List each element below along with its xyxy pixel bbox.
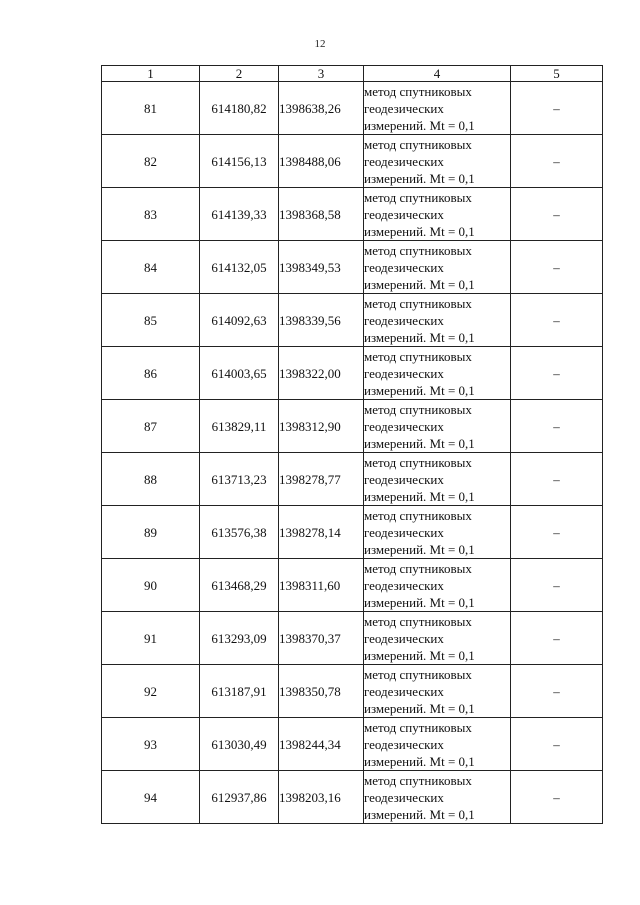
method-line: геодезических bbox=[364, 683, 444, 699]
method-line: метод спутниковых bbox=[364, 454, 472, 470]
table-row bbox=[102, 241, 603, 294]
note-dash: – bbox=[511, 82, 603, 135]
coordinate-y: 1398244,34 bbox=[279, 718, 364, 771]
point-number: 89 bbox=[102, 506, 200, 559]
coordinate-x: 614180,82 bbox=[200, 82, 279, 135]
method-line: метод спутниковых bbox=[364, 613, 472, 629]
method-line: метод спутниковых bbox=[364, 666, 472, 682]
note-dash: – bbox=[511, 400, 603, 453]
method-line: геодезических bbox=[364, 418, 444, 434]
method-line: метод спутниковых bbox=[364, 295, 472, 311]
method-line: геодезических bbox=[364, 577, 444, 593]
note-dash: – bbox=[511, 506, 603, 559]
method-line: измерений. Mt = 0,1 bbox=[364, 753, 475, 769]
method-line: метод спутниковых bbox=[364, 401, 472, 417]
table-row bbox=[102, 771, 603, 824]
coordinate-x: 614139,33 bbox=[200, 188, 279, 241]
coordinate-x: 613829,11 bbox=[200, 400, 279, 453]
coordinate-y: 1398370,37 bbox=[279, 612, 364, 665]
method-line: метод спутниковых bbox=[364, 772, 472, 788]
table-row bbox=[102, 188, 603, 241]
coordinate-x: 612937,86 bbox=[200, 771, 279, 824]
point-number: 93 bbox=[102, 718, 200, 771]
method-line: геодезических bbox=[364, 736, 444, 752]
method-line: измерений. Mt = 0,1 bbox=[364, 329, 475, 345]
coordinate-x: 613030,49 bbox=[200, 718, 279, 771]
table-body bbox=[102, 82, 603, 824]
coordinate-x: 613187,91 bbox=[200, 665, 279, 718]
table-row bbox=[102, 400, 603, 453]
method-line: измерений. Mt = 0,1 bbox=[364, 541, 475, 557]
header-col-1: 1 bbox=[102, 66, 200, 82]
coordinate-y: 1398311,60 bbox=[279, 559, 364, 612]
method-description bbox=[364, 665, 511, 718]
point-number: 86 bbox=[102, 347, 200, 400]
method-description bbox=[364, 612, 511, 665]
table-row bbox=[102, 82, 603, 135]
method-line: геодезических bbox=[364, 206, 444, 222]
method-line: метод спутниковых bbox=[364, 348, 472, 364]
coordinate-y: 1398278,14 bbox=[279, 506, 364, 559]
coordinate-x: 614132,05 bbox=[200, 241, 279, 294]
method-line: метод спутниковых bbox=[364, 189, 472, 205]
coordinate-y: 1398488,06 bbox=[279, 135, 364, 188]
header-row bbox=[102, 66, 603, 82]
method-line: метод спутниковых bbox=[364, 242, 472, 258]
method-line: геодезических bbox=[364, 524, 444, 540]
note-dash: – bbox=[511, 771, 603, 824]
coordinates-table bbox=[101, 65, 603, 824]
point-number: 84 bbox=[102, 241, 200, 294]
method-line: геодезических bbox=[364, 100, 444, 116]
method-line: измерений. Mt = 0,1 bbox=[364, 647, 475, 663]
note-dash: – bbox=[511, 241, 603, 294]
method-line: метод спутниковых bbox=[364, 507, 472, 523]
method-description bbox=[364, 506, 511, 559]
coordinate-y: 1398278,77 bbox=[279, 453, 364, 506]
method-line: метод спутниковых bbox=[364, 136, 472, 152]
table-row bbox=[102, 294, 603, 347]
page-number: 12 bbox=[314, 38, 326, 50]
method-line: геодезических bbox=[364, 312, 444, 328]
note-dash: – bbox=[511, 135, 603, 188]
coordinate-y: 1398350,78 bbox=[279, 665, 364, 718]
header-col-3: 3 bbox=[279, 66, 364, 82]
coordinate-x: 614092,63 bbox=[200, 294, 279, 347]
method-line: измерений. Mt = 0,1 bbox=[364, 170, 475, 186]
point-number: 83 bbox=[102, 188, 200, 241]
coordinate-y: 1398312,90 bbox=[279, 400, 364, 453]
coordinate-x: 613576,38 bbox=[200, 506, 279, 559]
method-line: измерений. Mt = 0,1 bbox=[364, 276, 475, 292]
table-row bbox=[102, 453, 603, 506]
method-description bbox=[364, 453, 511, 506]
method-line: измерений. Mt = 0,1 bbox=[364, 382, 475, 398]
table-row bbox=[102, 506, 603, 559]
method-line: измерений. Mt = 0,1 bbox=[364, 806, 475, 822]
method-line: измерений. Mt = 0,1 bbox=[364, 223, 475, 239]
method-line: метод спутниковых bbox=[364, 560, 472, 576]
method-line: метод спутниковых bbox=[364, 719, 472, 735]
method-description bbox=[364, 241, 511, 294]
point-number: 87 bbox=[102, 400, 200, 453]
method-description bbox=[364, 559, 511, 612]
note-dash: – bbox=[511, 453, 603, 506]
method-line: измерений. Mt = 0,1 bbox=[364, 435, 475, 451]
method-description bbox=[364, 294, 511, 347]
header-col-4: 4 bbox=[364, 66, 511, 82]
coordinate-y: 1398349,53 bbox=[279, 241, 364, 294]
point-number: 91 bbox=[102, 612, 200, 665]
method-description bbox=[364, 135, 511, 188]
table-row bbox=[102, 347, 603, 400]
coordinate-x: 613713,23 bbox=[200, 453, 279, 506]
method-line: измерений. Mt = 0,1 bbox=[364, 594, 475, 610]
coordinate-y: 1398203,16 bbox=[279, 771, 364, 824]
point-number: 94 bbox=[102, 771, 200, 824]
note-dash: – bbox=[511, 188, 603, 241]
method-line: геодезических bbox=[364, 789, 444, 805]
method-line: геодезических bbox=[364, 471, 444, 487]
point-number: 81 bbox=[102, 82, 200, 135]
method-line: измерений. Mt = 0,1 bbox=[364, 117, 475, 133]
coordinate-y: 1398638,26 bbox=[279, 82, 364, 135]
method-description bbox=[364, 82, 511, 135]
method-line: геодезических bbox=[364, 365, 444, 381]
method-description bbox=[364, 771, 511, 824]
point-number: 88 bbox=[102, 453, 200, 506]
note-dash: – bbox=[511, 612, 603, 665]
coordinate-x: 613468,29 bbox=[200, 559, 279, 612]
coordinate-x: 613293,09 bbox=[200, 612, 279, 665]
note-dash: – bbox=[511, 718, 603, 771]
method-line: измерений. Mt = 0,1 bbox=[364, 700, 475, 716]
table-row bbox=[102, 559, 603, 612]
table-row bbox=[102, 665, 603, 718]
coordinate-y: 1398322,00 bbox=[279, 347, 364, 400]
coordinate-y: 1398368,58 bbox=[279, 188, 364, 241]
table-row bbox=[102, 135, 603, 188]
point-number: 82 bbox=[102, 135, 200, 188]
note-dash: – bbox=[511, 347, 603, 400]
point-number: 85 bbox=[102, 294, 200, 347]
header-col-2: 2 bbox=[200, 66, 279, 82]
point-number: 92 bbox=[102, 665, 200, 718]
method-description bbox=[364, 718, 511, 771]
method-line: геодезических bbox=[364, 630, 444, 646]
coordinate-y: 1398339,56 bbox=[279, 294, 364, 347]
table-row bbox=[102, 718, 603, 771]
note-dash: – bbox=[511, 559, 603, 612]
method-description bbox=[364, 188, 511, 241]
point-number: 90 bbox=[102, 559, 200, 612]
header-col-5: 5 bbox=[511, 66, 603, 82]
note-dash: – bbox=[511, 665, 603, 718]
method-line: геодезических bbox=[364, 259, 444, 275]
method-description bbox=[364, 400, 511, 453]
table-row bbox=[102, 612, 603, 665]
coordinate-x: 614156,13 bbox=[200, 135, 279, 188]
method-line: измерений. Mt = 0,1 bbox=[364, 488, 475, 504]
coordinate-x: 614003,65 bbox=[200, 347, 279, 400]
note-dash: – bbox=[511, 294, 603, 347]
method-line: геодезических bbox=[364, 153, 444, 169]
method-description bbox=[364, 347, 511, 400]
method-line: метод спутниковых bbox=[364, 83, 472, 99]
